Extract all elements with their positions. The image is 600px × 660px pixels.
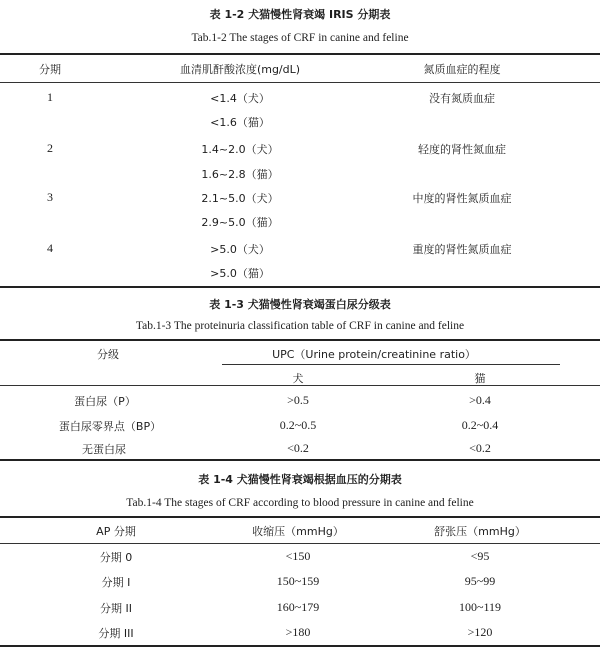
table-1-4-bottom-rule bbox=[0, 645, 600, 647]
table-1-3-caption-cn: 表 1-3 犬猫慢性肾衰竭蛋白尿分级表 bbox=[209, 298, 391, 311]
table-1-4-stage: 分期 III bbox=[98, 627, 134, 640]
table-1-4-caption-en: Tab.1-4 The stages of CRF according to blood pressure in canine and feline bbox=[126, 497, 474, 509]
table-1-3-cat-value: <0.2 bbox=[469, 441, 491, 455]
table-1-2-stage: 1 bbox=[47, 90, 53, 104]
table-1-2-cat-value: >5.0（猫） bbox=[210, 267, 270, 280]
table-1-3-header-cat: 猫 bbox=[474, 372, 486, 385]
table-1-4-systolic: 160~179 bbox=[276, 600, 320, 614]
table-1-2-stage: 2 bbox=[47, 141, 53, 155]
table-1-3-bottom-rule bbox=[0, 459, 600, 461]
table-1-3-header-dog: 犬 bbox=[292, 372, 304, 385]
table-1-3-upc-rule bbox=[222, 364, 560, 365]
table-1-3-cat-value: 0.2~0.4 bbox=[461, 418, 499, 432]
table-1-2-dog-value: 1.4~2.0（犬） bbox=[201, 143, 279, 156]
table-1-4-stage: 分期 II bbox=[100, 602, 132, 615]
table-1-4-header-diastolic: 舒张压（mmHg） bbox=[434, 525, 526, 538]
table-1-3-caption-en: Tab.1-3 The proteinuria classification table of CRF in canine and feline bbox=[135, 320, 465, 332]
table-1-4-header-rule bbox=[0, 543, 600, 544]
table-1-3-dog-value: <0.2 bbox=[287, 441, 309, 455]
table-1-3-grade: 蛋白尿（P） bbox=[74, 395, 136, 408]
table-1-2-dog-value: <1.4（犬） bbox=[210, 92, 270, 105]
table-1-2-degree: 没有氮质血症 bbox=[429, 92, 495, 105]
table-1-4-stage: 分期 0 bbox=[99, 551, 133, 564]
table-1-3-grade: 蛋白尿零界点（BP） bbox=[58, 420, 162, 433]
table-1-3-dog-value: >0.5 bbox=[287, 393, 309, 407]
table-1-3-grade: 无蛋白尿 bbox=[82, 443, 126, 456]
table-1-4-systolic: <150 bbox=[285, 549, 311, 563]
table-1-2-dog-value: 2.1~5.0（犬） bbox=[201, 192, 279, 205]
table-1-2-header-degree: 氮质血症的程度 bbox=[423, 63, 501, 76]
table-1-4-diastolic: <95 bbox=[470, 549, 490, 563]
table-1-4-caption-cn: 表 1-4 犬猫慢性肾衰竭根据血压的分期表 bbox=[198, 473, 402, 486]
table-1-2-stage: 4 bbox=[47, 241, 53, 255]
table-1-3-header-grade: 分级 bbox=[97, 348, 119, 361]
table-1-2-header-creatinine: 血清肌酐酸浓度(mg/dL) bbox=[179, 63, 301, 76]
table-1-4-header-stage: AP 分期 bbox=[96, 525, 136, 538]
table-1-4-header-systolic: 收缩压（mmHg） bbox=[252, 525, 344, 538]
table-1-2-header-rule bbox=[0, 82, 600, 83]
table-1-2-degree: 中度的肾性氮质血症 bbox=[412, 192, 512, 205]
table-1-4-top-rule bbox=[0, 516, 600, 518]
table-1-2-caption-en: Tab.1-2 The stages of CRF in canine and feline bbox=[191, 32, 409, 44]
table-1-4-systolic: 150~159 bbox=[276, 574, 320, 588]
table-1-2-degree: 重度的肾性氮质血症 bbox=[412, 243, 512, 256]
table-1-4-diastolic: 95~99 bbox=[464, 574, 496, 588]
table-1-3-header-upc: UPC（Urine protein/creatinine ratio） bbox=[272, 348, 476, 361]
table-1-2-header-stage: 分期 bbox=[39, 63, 61, 76]
table-1-4-diastolic: >120 bbox=[467, 625, 493, 639]
table-1-3-header-rule bbox=[0, 385, 600, 386]
table-1-2-cat-value: 1.6~2.8（猫） bbox=[201, 168, 279, 181]
table-1-4-diastolic: 100~119 bbox=[458, 600, 502, 614]
table-1-2-caption-cn: 表 1-2 犬猫慢性肾衰竭 IRIS 分期表 bbox=[209, 8, 391, 21]
table-1-2-dog-value: >5.0（犬） bbox=[210, 243, 270, 256]
table-1-2-stage: 3 bbox=[47, 190, 53, 204]
table-1-4-stage: 分期 I bbox=[101, 576, 131, 589]
table-1-2-cat-value: <1.6（猫） bbox=[210, 116, 270, 129]
table-1-3-dog-value: 0.2~0.5 bbox=[279, 418, 317, 432]
table-1-2-degree: 轻度的肾性氮血症 bbox=[418, 143, 506, 156]
table-1-3-top-rule bbox=[0, 339, 600, 341]
table-1-2-bottom-rule bbox=[0, 286, 600, 288]
table-1-2-cat-value: 2.9~5.0（猫） bbox=[201, 216, 279, 229]
table-1-2-top-rule bbox=[0, 53, 600, 55]
table-1-4-systolic: >180 bbox=[285, 625, 311, 639]
table-1-3-cat-value: >0.4 bbox=[469, 393, 491, 407]
